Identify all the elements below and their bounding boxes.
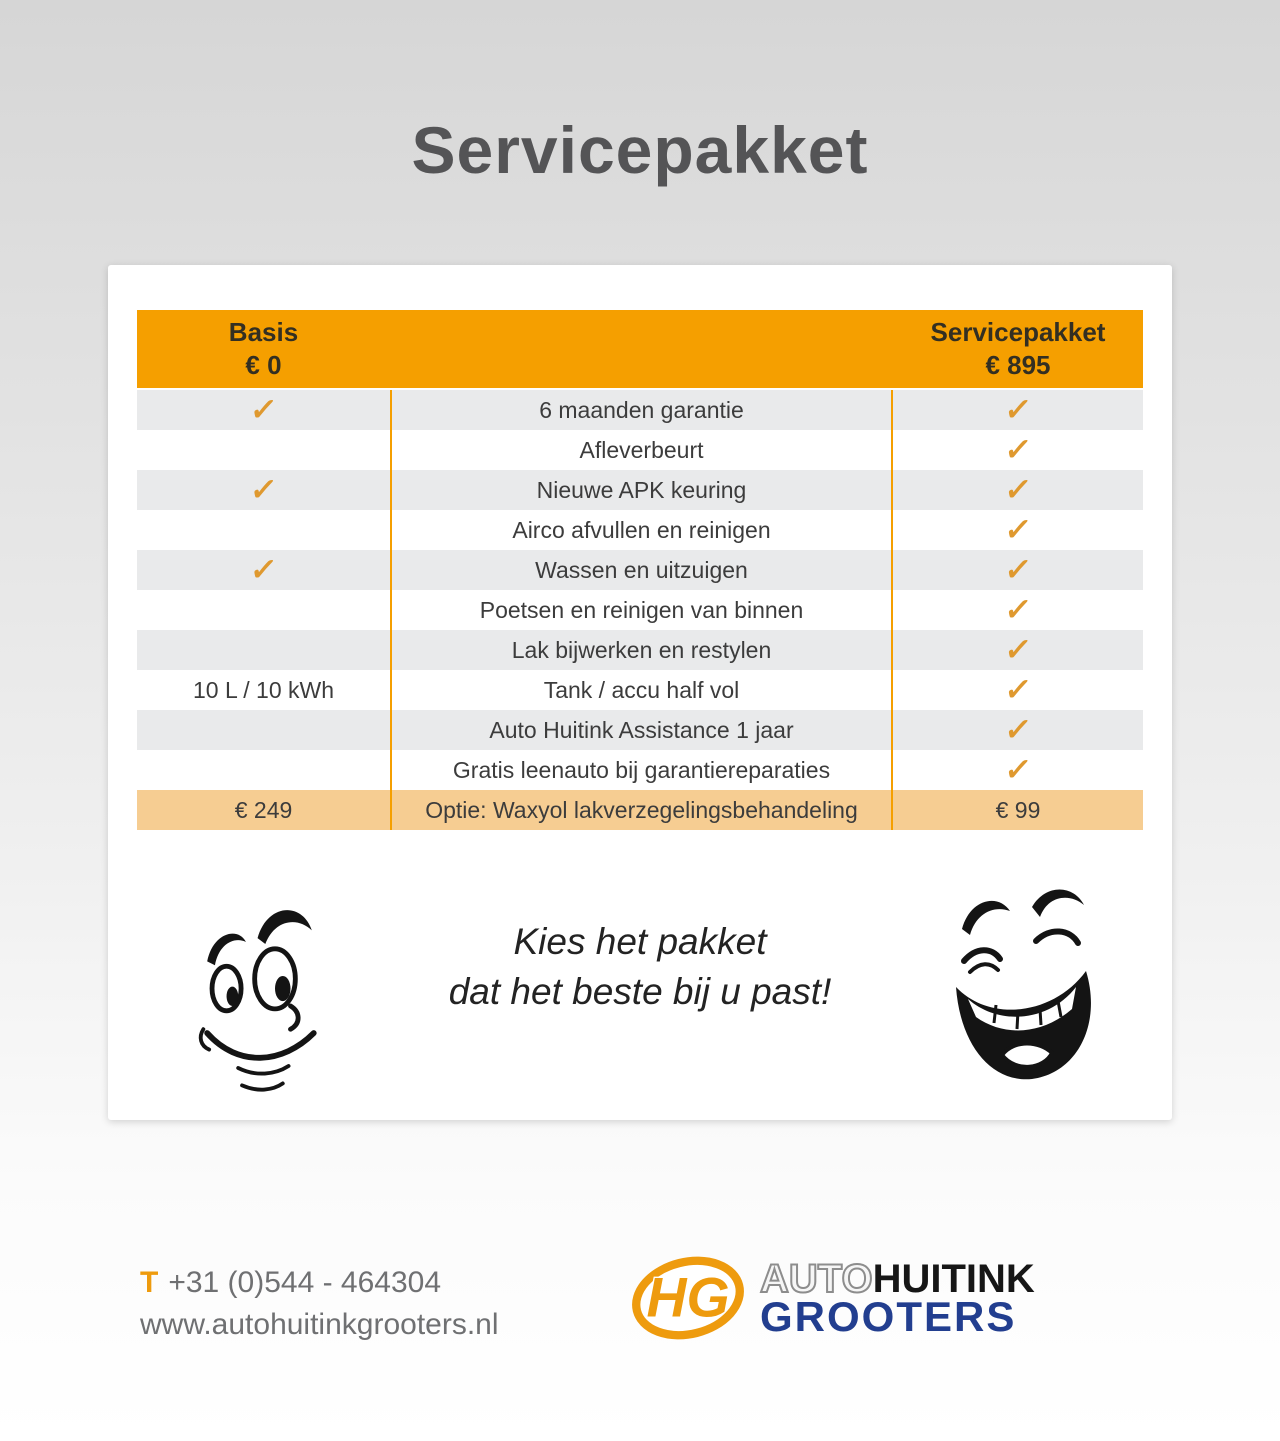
phone-number: +31 (0)544 - 464304 [168,1266,442,1299]
pricing-table [137,310,1143,830]
tagline-line1: Kies het pakket [513,921,767,962]
service-label: Auto Huitink Assistance 1 jaar [390,710,893,750]
service-label: Wassen en uitzuigen [390,550,893,590]
servicepakket-cell: ✓ [1002,592,1034,627]
header-basis [137,310,390,388]
basis-cell: ✓ [248,392,280,427]
service-label: 6 maanden garantie [390,390,893,430]
page-title: Servicepakket [411,113,869,187]
company-logo [628,1248,1035,1348]
table-row [137,430,1143,470]
basis-cell: ✓ [248,472,280,507]
servicepakket-cell: ✓ [1002,552,1034,587]
footer [0,1248,1280,1368]
basis-cell [137,430,390,470]
smiling-cartoon-face-icon [182,887,337,1092]
service-label: Lak bijwerken en restylen [390,630,893,670]
emblem-letters: HG [646,1266,730,1329]
website-url: www.autohuitinkgrooters.nl [140,1308,499,1341]
service-package-card [108,265,1172,1120]
table-row [137,390,1143,430]
table-header [137,310,1143,388]
basis-cell [137,750,390,790]
servicepakket-cell: ✓ [1002,752,1034,787]
table-row [137,790,1143,830]
basis-cell: ✓ [248,552,280,587]
servicepakket-cell: ✓ [1002,392,1034,427]
table-body [137,390,1143,830]
service-label: Optie: Waxyol lakverzegelingsbehandeling [390,790,893,830]
table-row [137,550,1143,590]
service-label: Airco afvullen en reinigen [390,510,893,550]
table-row [137,670,1143,710]
header-spacer [390,310,893,388]
basis-cell: 10 L / 10 kWh [192,676,335,703]
service-label: Poetsen en reinigen van binnen [390,590,893,630]
basis-cell [137,630,390,670]
service-label: Gratis leenauto bij garantiereparaties [390,750,893,790]
tagline [340,917,940,1017]
table-row [137,750,1143,790]
logo-wordmark [760,1257,1035,1340]
servicepakket-cell: ✓ [1002,712,1034,747]
logo-word-huitink: HUITINK [872,1257,1035,1301]
table-row [137,470,1143,510]
servicepakket-cell: ✓ [1002,472,1034,507]
basis-cell [137,510,390,550]
table-row [137,630,1143,670]
service-label: Afleverbeurt [390,430,893,470]
phone-icon: T [140,1266,159,1299]
servicepakket-cell: ✓ [1002,512,1034,547]
table-row [137,590,1143,630]
basis-cell: € 249 [234,796,293,823]
header-servicepakket [893,310,1143,388]
phone-line [140,1262,499,1304]
basis-cell [137,590,390,630]
servicepakket-cell: € 99 [995,796,1041,823]
logo-word-grooters: GROOTERS [760,1293,1017,1340]
servicepakket-title: Servicepakket [930,317,1106,347]
table-row [137,510,1143,550]
hg-emblem-icon [628,1248,748,1348]
basis-price: € 0 [245,350,282,380]
servicepakket-cell: ✓ [1002,432,1034,467]
laughing-cartoon-face-icon [920,877,1110,1092]
tagline-zone [108,865,1172,1120]
tagline-line2: dat het beste bij u past! [448,971,832,1012]
servicepakket-price: € 895 [985,350,1051,380]
basis-cell [137,710,390,750]
servicepakket-cell: ✓ [1002,632,1034,667]
table-row [137,710,1143,750]
service-label: Tank / accu half vol [390,670,893,710]
service-label: Nieuwe APK keuring [390,470,893,510]
logo-word-auto: AUTO [760,1257,873,1301]
basis-title: Basis [228,317,299,347]
contact-info [140,1262,499,1346]
servicepakket-cell: ✓ [1002,672,1034,707]
